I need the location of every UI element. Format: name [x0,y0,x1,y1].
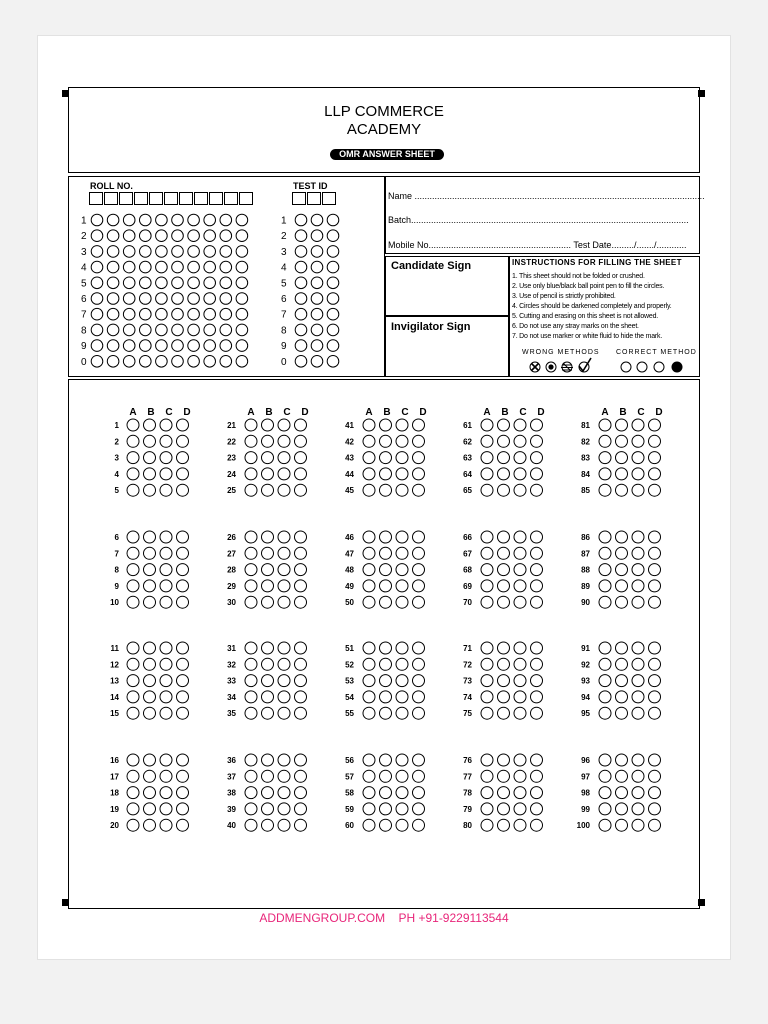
invigilator-sign-label: Invigilator Sign [391,321,471,333]
question-number: 51 [345,644,354,653]
question-number: 98 [581,788,590,798]
answers-box [68,379,700,909]
question-number: 78 [463,788,472,798]
question-number: 18 [110,788,119,798]
question-number: 1 [114,421,119,430]
question-number: 6 [114,533,119,542]
question-number: 21 [227,421,236,430]
question-number: 39 [227,804,236,814]
question-number: 19 [110,804,119,814]
roll-digit-label: 3 [81,246,87,258]
question-number: 10 [110,598,119,608]
question-number: 85 [581,486,590,496]
question-number: 95 [581,709,590,719]
roll-digit-label: 6 [81,294,87,305]
footer-contact: ADDMENGROUP.COM PH +91-9229113544 [259,911,509,925]
question-number: 50 [345,598,354,608]
roll-digit-label: 9 [81,341,87,353]
question-number: 12 [110,660,119,670]
question-number: 53 [345,676,354,686]
question-number: 61 [463,421,472,430]
question-number: 79 [463,804,472,814]
question-number: 26 [227,533,236,542]
question-number: 44 [345,469,354,479]
question-number: 16 [110,756,119,765]
test-id-digit-label: 2 [281,231,287,243]
question-number: 87 [581,549,590,559]
question-number: 33 [227,676,236,686]
question-number: 45 [345,486,354,496]
option-header-label: B [383,407,391,418]
question-number: 80 [463,821,472,831]
question-number: 5 [114,486,119,496]
question-number: 88 [581,565,590,575]
instruction-item: 3. Use of pencil is strictly prohibited. [512,293,616,300]
test-id-digit-label: 8 [281,325,287,337]
question-number: 52 [345,660,354,670]
question-number: 100 [576,821,590,831]
name-label: Name [388,191,413,201]
question-number: 73 [463,676,472,686]
option-header-label: C [519,407,527,418]
question-number: 43 [345,453,354,463]
candidate-sign-label: Candidate Sign [391,260,472,272]
question-number: 99 [581,804,590,814]
question-number: 22 [227,437,236,447]
mobile-label: Mobile No. [388,240,432,250]
correct-method-label: CORRECT METHOD [616,349,697,356]
roll-no-entry-cells[interactable] [89,192,254,205]
question-number: 66 [463,533,472,542]
question-number: 76 [463,756,472,765]
question-number: 71 [463,644,472,653]
question-number: 82 [581,437,590,447]
question-number: 3 [114,453,119,463]
question-number: 9 [114,581,119,591]
question-number: 93 [581,676,590,686]
question-number: 56 [345,756,354,765]
option-header-label: B [619,407,627,418]
question-number: 23 [227,453,236,463]
question-number: 81 [581,421,590,430]
omr-answer-sheet-badge: OMR ANSWER SHEET [330,149,444,160]
question-number: 15 [110,709,119,719]
question-number: 70 [463,598,472,608]
option-header-label: D [655,407,663,418]
question-number: 37 [227,772,236,782]
option-header-label: B [501,407,509,418]
question-number: 11 [110,644,119,653]
question-number: 34 [227,692,236,702]
question-number: 2 [114,437,119,447]
question-number: 47 [345,549,354,559]
question-number: 58 [345,788,354,798]
test-id-digit-label: 7 [281,309,287,321]
option-header-label: B [265,407,273,418]
question-number: 28 [227,565,236,575]
question-number: 29 [227,581,236,591]
question-number: 57 [345,772,354,782]
test-id-label: TEST ID [293,181,328,191]
question-number: 86 [581,533,590,542]
name-field[interactable]: Name .................................................................................................................... [388,191,705,201]
question-number: 41 [345,421,354,430]
question-number: 75 [463,709,472,719]
instructions-list [512,272,672,342]
instruction-item: 1. This sheet should not be folded or crushed. [512,273,645,280]
question-number: 55 [345,709,354,719]
option-header-label: C [401,407,409,418]
academy-title-line1: LLP COMMERCE [324,103,444,120]
question-number: 94 [581,692,590,702]
option-header-label: C [165,407,173,418]
question-number: 65 [463,486,472,496]
question-number: 25 [227,486,236,496]
question-number: 83 [581,453,590,463]
test-id-digit-label: 0 [281,356,287,368]
question-number: 30 [227,598,236,608]
question-number: 38 [227,788,236,798]
question-number: 69 [463,581,472,591]
question-number: 72 [463,660,472,670]
option-header-label: A [601,407,609,418]
roll-digit-label: 2 [81,231,87,243]
question-number: 67 [463,549,472,559]
test-date-label: Test Date [573,240,612,250]
question-number: 36 [227,756,236,765]
question-number: 32 [227,660,236,670]
wrong-methods-label: WRONG METHODS [522,349,600,356]
option-header-label: A [483,407,491,418]
test-id-entry-cells[interactable] [292,192,337,205]
question-number: 59 [345,804,354,814]
question-number: 89 [581,581,590,591]
question-number: 92 [581,660,590,670]
mobile-field[interactable]: Mobile No......................................................... Test Date........./......./............ [388,240,687,250]
instruction-item: 2. Use only blue/black ball point pen to fill the circles. [512,283,665,290]
question-number: 27 [227,549,236,559]
option-header-label: A [129,407,137,418]
option-header-label: A [365,407,373,418]
test-id-digit-label: 6 [281,294,287,305]
option-header-label: D [419,407,427,418]
option-header-label: A [247,407,255,418]
question-number: 46 [345,533,354,542]
option-header-label: D [183,407,191,418]
question-number: 91 [581,644,590,653]
test-id-digit-label: 3 [281,246,287,258]
question-number: 14 [110,692,119,702]
instruction-item: 6. Do not use any stray marks on the sheet. [512,323,639,330]
question-number: 97 [581,772,590,782]
instructions-title: INSTRUCTIONS FOR FILLING THE SHEET [512,258,682,267]
test-id-digit-label: 9 [281,341,287,353]
question-number: 77 [463,772,472,782]
option-header-label: D [301,407,309,418]
roll-digit-label: 5 [81,278,87,290]
test-id-digit-label: 1 [281,215,287,227]
question-number: 60 [345,821,354,831]
question-number: 4 [114,469,119,479]
question-number: 84 [581,469,590,479]
option-header-label: C [637,407,645,418]
question-number: 7 [114,549,119,559]
instruction-item: 4. Circles should be darkened completely and properly. [512,303,672,310]
roll-no-label: ROLL NO. [90,181,133,191]
option-header-label: D [537,407,545,418]
question-number: 20 [110,821,119,831]
question-number: 40 [227,821,236,831]
batch-field[interactable]: Batch............................................................................................................... [388,215,689,225]
option-header-label: C [283,407,291,418]
academy-title-line2: ACADEMY [346,121,422,138]
question-number: 74 [463,692,472,702]
roll-digit-label: 1 [81,215,87,227]
test-id-digit-label: 4 [281,262,287,274]
batch-label: Batch [388,215,412,225]
question-number: 63 [463,453,472,463]
roll-digit-label: 4 [81,262,87,274]
roll-number-box [68,176,385,377]
question-number: 8 [114,565,119,575]
roll-digit-label: 0 [81,356,87,368]
question-number: 24 [227,469,236,479]
question-number: 13 [110,676,119,686]
question-number: 49 [345,581,354,591]
question-number: 54 [345,692,354,702]
question-number: 96 [581,756,590,765]
test-id-digit-label: 5 [281,278,287,290]
roll-digit-label: 7 [81,309,87,321]
question-number: 48 [345,565,354,575]
question-number: 62 [463,437,472,447]
option-header-label: B [147,407,155,418]
question-number: 17 [110,772,119,782]
question-number: 31 [227,644,236,653]
roll-digit-label: 8 [81,325,87,337]
question-number: 64 [463,469,472,479]
question-number: 90 [581,598,590,608]
instruction-item: 7. Do not use marker or white fluid to hide the mark. [512,333,663,340]
question-number: 68 [463,565,472,575]
instruction-item: 5. Cutting and erasing on this sheet is not allowed. [512,313,659,320]
question-number: 42 [345,437,354,447]
question-number: 35 [227,709,236,719]
